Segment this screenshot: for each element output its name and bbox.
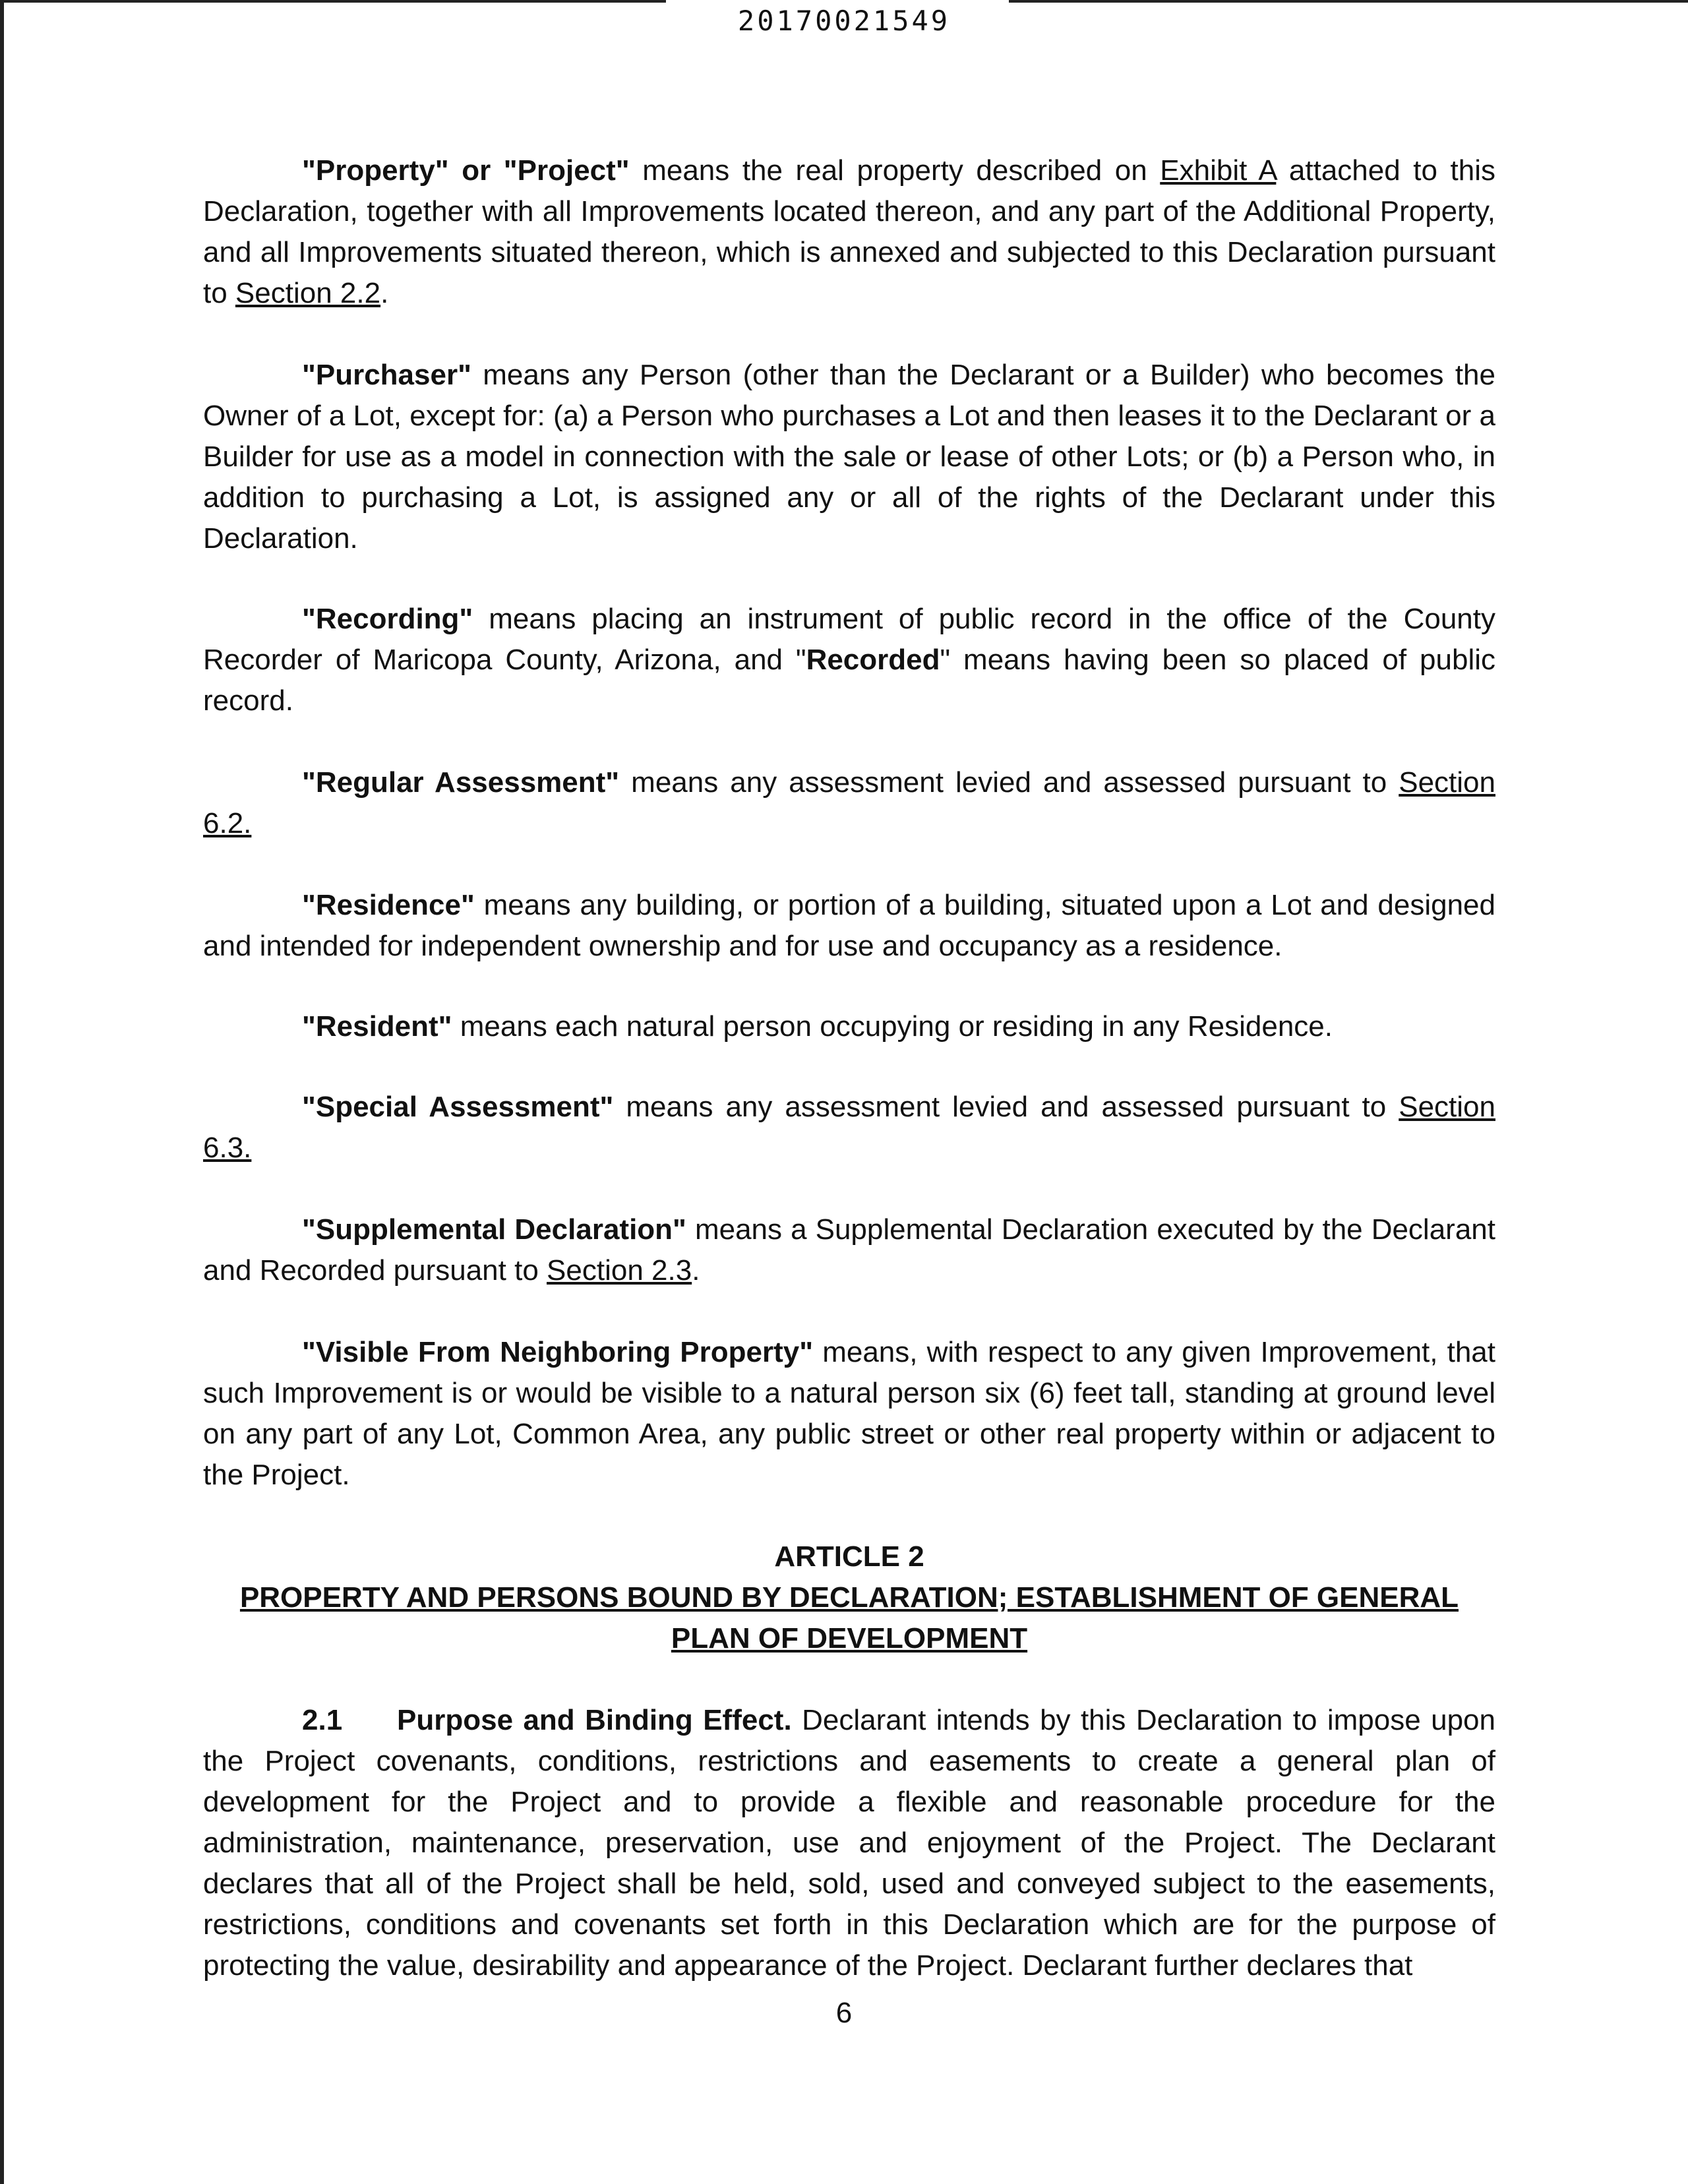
- section-reference: Section 2.3: [547, 1254, 692, 1287]
- definition-purchaser: "Purchaser" means any Person (other than the Declarant or a Builder) who becomes the Owner of a Lot, except for: (a) a Person who purchases a Lot and then leases it to the Declarant or a Builder for use as a model in connection with the sale or lease of other Lots; or (b) a Person who, in addition to purchasing a Lot, is assigned any or all of the rights of the Declarant under this Declaration.: [203, 359, 1495, 555]
- section-number: 2.1: [302, 1704, 343, 1736]
- definition-term: "Supplemental Declaration": [302, 1213, 686, 1246]
- recording-number: 20170021549: [737, 5, 951, 37]
- section-2-1: 2.1 Purpose and Binding Effect. Declarant intends by this Declaration to impose upon the Project covenants, conditions, restrictions and easements to create a general plan of development for the Project and to provide a flexible and reasonable procedure for the administration, maintenance, preservation, use and enjoyment of the Project. The Declarant declares that all of the Project shall be held, sold, used and conveyed subject to the easements, restrictions, conditions and covenants set forth in this Declaration which are for the purpose of protecting the value, desirability and appearance of the Project. Declarant further declares that: [203, 1700, 1495, 1986]
- definition-regular-assessment: "Regular Assessment" means any assessment levied and assessed pursuant to Section 6.2.: [203, 766, 1495, 839]
- article-number: ARTICLE 2: [774, 1540, 924, 1573]
- definition-residence: "Residence" means any building, or portion of a building, situated upon a Lot and designed and intended for independent ownership and for use and occupancy as a residence.: [203, 889, 1495, 962]
- definition-term: "Purchaser": [302, 359, 471, 391]
- definition-special-assessment: "Special Assessment" means any assessment levied and assessed pursuant to Section 6.3.: [203, 1091, 1495, 1164]
- definition-term: "Residence": [302, 889, 475, 921]
- definition-property: "Property" or "Project" means the real property described on Exhibit A attached to this Declaration, together with all Improvements located thereon, and any part of the Additional Property, and all Improvements situated thereon, which is annexed and subjected to this Declaration pursuant to Section 2.2.: [203, 154, 1495, 309]
- definition-term: "Visible From Neighboring Property": [302, 1336, 814, 1368]
- article-heading: [203, 1536, 1495, 1659]
- definition-term: "Property" or "Project": [302, 154, 630, 187]
- definition-supplemental-declaration: "Supplemental Declaration" means a Supplemental Declaration executed by the Declarant and Recorded pursuant to Section 2.3.: [203, 1213, 1496, 1287]
- section-reference: Section 2.2: [235, 277, 381, 309]
- definition-resident: "Resident" means each natural person occupying or residing in any Residence.: [302, 1010, 1333, 1043]
- section-heading: Purpose and Binding Effect.: [397, 1704, 792, 1736]
- definition-visible-from-neighboring-property: "Visible From Neighboring Property" means, with respect to any given Improvement, that such Improvement is or would be visible to a natural person six (6) feet tall, standing at ground level on any part of any Lot, Common Area, any public street or other real property within or adjacent to the Project.: [203, 1336, 1495, 1491]
- definition-term: Recorded: [806, 644, 940, 676]
- page-number: 6: [835, 1997, 853, 2029]
- definition-term: "Special Assessment": [302, 1091, 614, 1123]
- definition-term: "Resident": [302, 1010, 452, 1043]
- section-reference: Section 6.3.: [203, 1091, 1495, 1164]
- definition-term: "Recording": [302, 603, 473, 635]
- document-body: [203, 150, 1495, 2027]
- section-reference: Section 6.2.: [203, 766, 1495, 839]
- definition-term: "Regular Assessment": [302, 766, 620, 799]
- scan-border-left: [0, 0, 4, 2184]
- article-title: PROPERTY AND PERSONS BOUND BY DECLARATION; ESTABLISHMENT OF GENERAL PLAN OF DEVELOPMENT: [239, 1581, 1459, 1654]
- definition-recording: "Recording" means placing an instrument of public record in the office of the County Recorder of Maricopa County, Arizona, and "Recorded" means having been so placed of public record.: [203, 603, 1495, 717]
- exhibit-a-reference: Exhibit A: [1160, 154, 1277, 187]
